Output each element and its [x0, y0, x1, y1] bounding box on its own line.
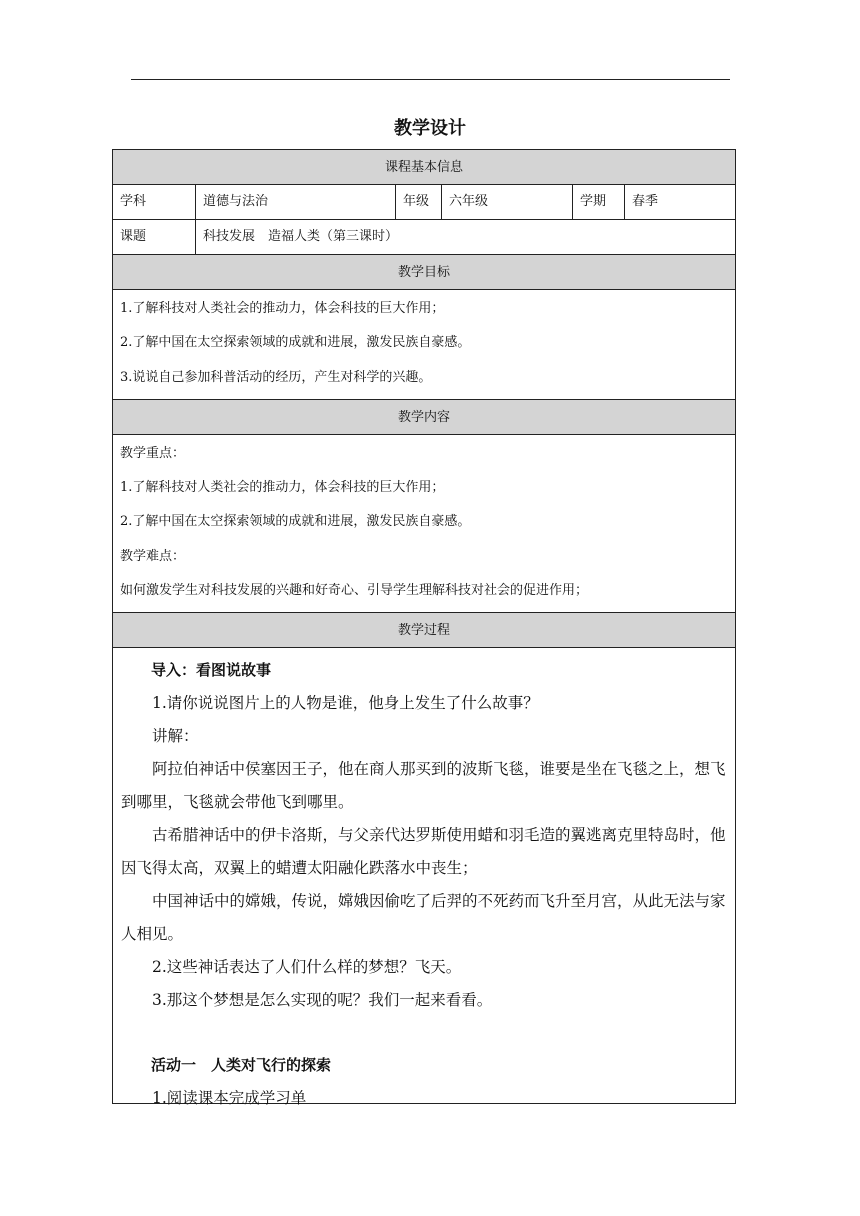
header-rule [131, 79, 730, 80]
topic-row [113, 220, 735, 255]
story-paragraph: 中国神话中的嫦娥，传说，嫦娥因偷吃了后羿的不死药而飞升至月宫，从此无法与家人相见。 [121, 892, 726, 944]
activity-1-title: 活动一 人类对飞行的探索 [151, 1056, 332, 1075]
intro-title: 导入：看图说故事 [151, 661, 272, 680]
topic-label: 课题 [113, 220, 196, 254]
grade-value: 六年级 [442, 185, 573, 219]
process-body [113, 648, 735, 1115]
story-paragraph: 古希腊神话中的伊卡洛斯，与父亲代达罗斯使用蜡和羽毛造的翼逃离克里特岛时，他因飞得太高，双翼上的蜡遭太阳融化跌落水中丧生； [121, 826, 726, 878]
subject-row [113, 185, 735, 220]
document-title: 教学设计 [394, 118, 466, 139]
content-header: 教学内容 [113, 400, 735, 435]
intro-question-1: 1.请你说说图片上的人物是谁，他身上发生了什么故事？ [152, 694, 539, 713]
difficult-points-label: 教学难点： [120, 548, 186, 564]
intro-question-3: 3.那这个梦想是怎么实现的呢？我们一起来看看。 [152, 991, 493, 1010]
objectives-list [113, 290, 735, 400]
objectives-header: 教学目标 [113, 255, 735, 290]
difficult-point-item: 如何激发学生对科技发展的兴趣和好奇心、引导学生理解科技对社会的促进作用； [120, 583, 589, 599]
objective-item: 1.了解科技对人类社会的推动力，体会科技的巨大作用； [120, 301, 445, 316]
objective-item: 3.说说自己参加科普活动的经历，产生对科学的兴趣。 [120, 369, 432, 385]
key-points-label: 教学重点： [120, 445, 186, 461]
story-paragraph: 阿拉伯神话中侯塞因王子，他在商人那买到的波斯飞毯，谁要是坐在飞毯之上，想飞到哪里，飞毯就会带他飞到哪里。 [121, 760, 726, 812]
objective-item: 2.了解中国在太空探索领域的成就和进展，激发民族自豪感。 [120, 335, 471, 351]
activity-1-step-1: 1.阅读课本完成学习单 [152, 1089, 307, 1108]
content-list [113, 435, 735, 613]
term-value: 春季 [632, 194, 659, 209]
term-label: 学期 [573, 185, 625, 219]
process-header: 教学过程 [113, 613, 735, 648]
subject-value: 道德与法治 [196, 185, 396, 219]
basic-info-header: 课程基本信息 [113, 150, 735, 185]
key-point-item: 1.了解科技对人类社会的推动力，体会科技的巨大作用； [120, 480, 445, 496]
key-point-item: 2.了解中国在太空探索领域的成就和进展，激发民族自豪感。 [120, 514, 471, 530]
subject-label: 学科 [113, 185, 196, 219]
intro-question-2: 2.这些神话表达了人们什么样的梦想？飞天。 [152, 958, 462, 977]
topic-value: 科技发展 造福人类（第三课时） [203, 229, 399, 244]
blank-line [121, 1017, 727, 1049]
grade-label: 年级 [396, 185, 442, 219]
explain-label: 讲解： [152, 727, 199, 746]
lesson-plan-table [112, 149, 736, 1108]
